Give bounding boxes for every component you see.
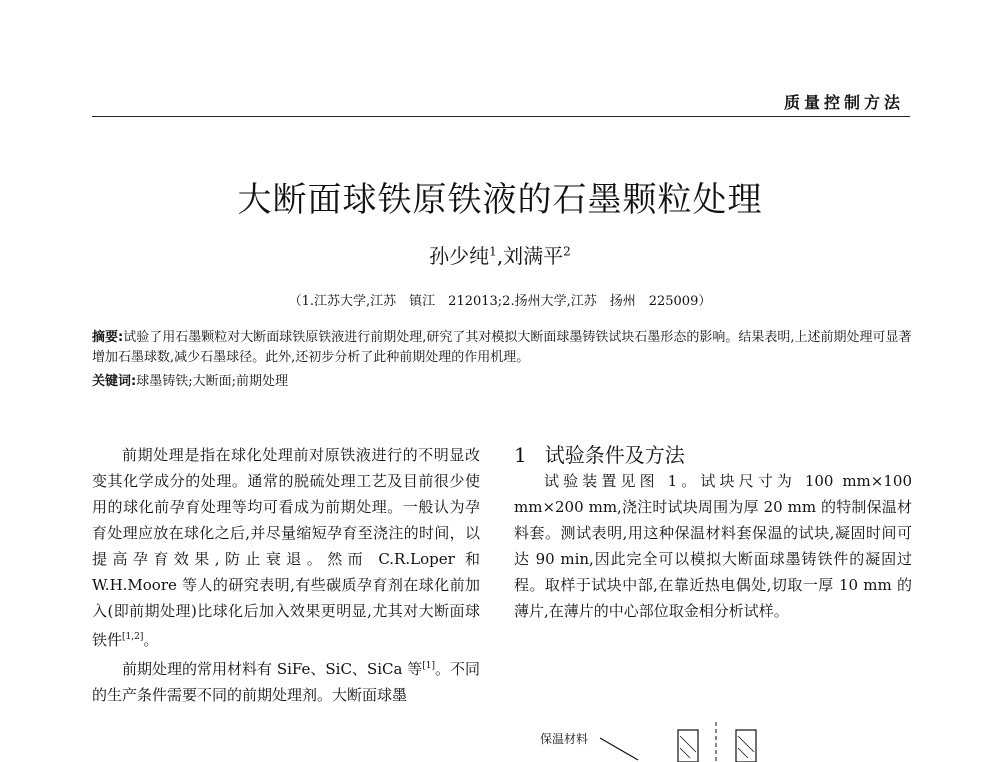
affiliation: （1.江苏大学,江苏 镇江 212013;2.扬州大学,江苏 扬州 225009） <box>288 294 712 309</box>
abstract <box>92 328 912 368</box>
section-title: 试验条件及方法 <box>544 443 685 467</box>
body-text: 。不同的生产条件需要不同的前期处理剂。大断面球墨 <box>92 660 480 704</box>
author-separator: , <box>496 244 504 268</box>
author-1: 孙少纯 <box>429 244 490 268</box>
body-text: 。 <box>143 631 159 649</box>
section-heading <box>514 442 912 468</box>
author-line <box>0 240 1000 269</box>
abstract-text: 试验了用石墨颗粒对大断面球铁原铁液进行前期处理,研究了其对模拟大断面球墨铸铁试块石墨形态的影响。结果表明,上述前期处理可显著增加石墨球数,减少石墨球径。此外,还初步分析了此种前期处理的作用机理。 <box>92 330 912 365</box>
author-2: 刘满平 <box>503 244 564 268</box>
section-number: 1 <box>514 443 527 467</box>
author-1-affil: 1 <box>489 244 497 259</box>
paper-title: 大断面球铁原铁液的石墨颗粒处理 <box>237 180 763 220</box>
body-paragraph-3: 试验装置见图 1。试块尺寸为 100 mm×100 mm×200 mm,浇注时试块周围为厚 20 mm 的特制保温材料套。测试表明,用这种保温材料套保温的试块,凝固时间可达 90 min,因此完全可以模拟大断面球墨铸铁件的凝固过程。取样于试块中部,在靠近热电偶处,切取一厚 10 mm 的薄片,在薄片的中心部位取金相分析试样。 <box>514 472 912 620</box>
header-rule <box>92 116 910 117</box>
body-paragraph-1 <box>92 442 480 653</box>
body-text: 前期处理是指在球化处理前对原铁液进行的不明显改变其化学成分的处理。通常的脱硫处理工艺及目前很少使用的球化前孕育处理等均可看成为前期处理。一般认为孕育处理应放在球化之后,并尽量缩短孕育至浇注的时间，以提高孕育效果,防止衰退。然而 C.R.Loper 和 W.H.Moore 等人的研究表明,有些碳质孕育剂在球化前加入(即前期处理)比球化后加入效果更明显,尤其对大断面球铁件 <box>92 446 480 649</box>
body-text: 前期处理的常用材料有 SiFe、SiC、SiCa 等 <box>122 660 423 678</box>
figure-label: 保温材料 <box>540 732 589 746</box>
abstract-label: 摘要: <box>92 330 124 345</box>
citation[interactable]: [1,2] <box>122 632 144 642</box>
leader-line <box>600 738 638 760</box>
keywords <box>92 372 912 392</box>
hatch <box>680 736 754 758</box>
citation[interactable]: [1] <box>422 661 435 671</box>
author-2-affil: 2 <box>563 244 571 259</box>
running-header: 质量控制方法 <box>783 93 904 112</box>
left-column <box>92 442 480 708</box>
body-paragraph-2 <box>92 653 480 708</box>
keywords-text: 球墨铸铁;大断面;前期处理 <box>136 374 288 389</box>
insulation-left <box>678 730 698 762</box>
insulation-right <box>736 730 756 762</box>
figure-drawing <box>540 722 800 762</box>
figure-1 <box>540 722 800 762</box>
right-column <box>514 442 912 624</box>
keywords-label: 关键词: <box>92 374 137 389</box>
